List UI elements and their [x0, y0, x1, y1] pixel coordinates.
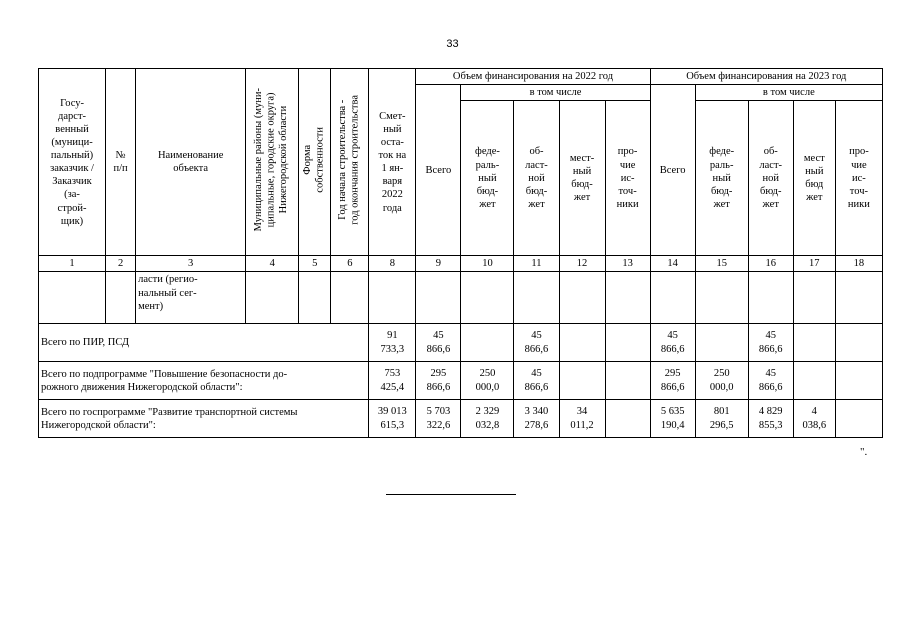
header-districts: Муниципальные районы (муни- ципальные, городские округа) Нижегородской области — [253, 88, 290, 232]
header-years-cell — [331, 69, 369, 256]
header-object-name: Наименование объекта — [136, 69, 246, 256]
cell-local-2022 — [559, 324, 605, 362]
cell-federal-2023: 250 000,0 — [695, 362, 748, 400]
header-number: № п/п — [106, 69, 136, 256]
cell-local-2023: 4 038,6 — [793, 400, 835, 438]
cell-regional-2022: 3 340 278,6 — [514, 400, 559, 438]
table-row — [39, 272, 883, 324]
cell-regional-2022: 45 866,6 — [514, 362, 559, 400]
header-other-2023: про- чие ис- точ- ники — [835, 101, 882, 256]
header-years: Год начала строительства - год окончания строительства — [337, 95, 361, 225]
header-local-2022: мест- ный бюд- жет — [559, 101, 605, 256]
column-number: 6 — [331, 256, 369, 272]
header-federal-2022: феде- раль- ный бюд- жет — [461, 101, 514, 256]
cell-federal-2022: 250 000,0 — [461, 362, 514, 400]
header-districts-cell — [246, 69, 299, 256]
header-ownership-cell — [299, 69, 331, 256]
cell-total-2023: 45 866,6 — [650, 324, 695, 362]
financing-table — [38, 68, 883, 438]
column-number: 18 — [835, 256, 882, 272]
column-number: 12 — [559, 256, 605, 272]
cell-total-2023: 5 635 190,4 — [650, 400, 695, 438]
cell-balance: 753 425,4 — [369, 362, 416, 400]
cell-other-2022 — [605, 400, 650, 438]
header-regional-2022: об- ласт- ной бюд- жет — [514, 101, 559, 256]
cell-other-2023 — [835, 324, 882, 362]
page-number: 33 — [446, 38, 459, 50]
header-ownership: Форма собственности — [302, 127, 326, 193]
column-number: 13 — [605, 256, 650, 272]
cell-local-2022: 34 011,2 — [559, 400, 605, 438]
column-number: 11 — [514, 256, 559, 272]
column-number: 9 — [416, 256, 461, 272]
cell-total-2022: 45 866,6 — [416, 324, 461, 362]
column-number: 5 — [299, 256, 331, 272]
column-number: 1 — [39, 256, 106, 272]
cell-federal-2022: 2 329 032,8 — [461, 400, 514, 438]
header-fin-2023: Объем финансирования на 2023 год — [650, 69, 882, 85]
cell-local-2023 — [793, 362, 835, 400]
cell-other-2023 — [835, 362, 882, 400]
cell-federal-2023 — [695, 324, 748, 362]
header-local-2023: мест ный бюд жет — [793, 101, 835, 256]
header-regional-2023: об- ласт- ной бюд- жет — [748, 101, 793, 256]
table-row — [39, 362, 883, 400]
header-other-2022: про- чие ис- точ- ники — [605, 101, 650, 256]
cell-balance: 91 733,3 — [369, 324, 416, 362]
cell-other-2023 — [835, 400, 882, 438]
cell-regional-2022: 45 866,6 — [514, 324, 559, 362]
column-number: 16 — [748, 256, 793, 272]
cell-balance: 39 013 615,3 — [369, 400, 416, 438]
header-total-2023: Всего — [650, 85, 695, 256]
cell-total-2022: 5 703 322,6 — [416, 400, 461, 438]
cell-federal-2023: 801 296,5 — [695, 400, 748, 438]
column-number: 15 — [695, 256, 748, 272]
cell-local-2022 — [559, 362, 605, 400]
header-fin-2022: Объем финансирования на 2022 год — [416, 69, 650, 85]
closing-quote-mark: ". — [860, 446, 868, 458]
header-balance: Смет- ный оста- ток на 1 ян- варя 2022 года — [369, 69, 416, 256]
column-number: 10 — [461, 256, 514, 272]
row-label-pir: Всего по ПИР, ПСД — [39, 324, 369, 362]
column-number: 17 — [793, 256, 835, 272]
cell-local-2023 — [793, 324, 835, 362]
cell-total-2023: 295 866,6 — [650, 362, 695, 400]
column-number: 2 — [106, 256, 136, 272]
cell-total-2022: 295 866,6 — [416, 362, 461, 400]
table-row — [39, 400, 883, 438]
column-number: 4 — [246, 256, 299, 272]
cell-regional-2023: 45 866,6 — [748, 324, 793, 362]
object-name-continuation: ласти (регио- нальный сег- мент) — [136, 272, 246, 324]
column-number-row — [39, 256, 883, 272]
header-incl-2023: в том числе — [695, 85, 882, 101]
table-row — [39, 324, 883, 362]
cell-federal-2022 — [461, 324, 514, 362]
header-total-2022: Всего — [416, 85, 461, 256]
header-incl-2022: в том числе — [461, 85, 650, 101]
cell-other-2022 — [605, 362, 650, 400]
row-label-program: Всего по госпрограмме "Развитие транспортной системы Нижегородской области": — [39, 400, 369, 438]
cell-other-2022 — [605, 324, 650, 362]
column-number: 14 — [650, 256, 695, 272]
cell-regional-2023: 45 866,6 — [748, 362, 793, 400]
column-number: 3 — [136, 256, 246, 272]
cell-regional-2023: 4 829 855,3 — [748, 400, 793, 438]
footnote-rule — [386, 494, 516, 495]
column-number: 8 — [369, 256, 416, 272]
header-customer: Госу- дарст- венный (муници- пальный) заказчик / Заказчик (за- строй- щик) — [39, 69, 106, 256]
header-federal-2023: феде- раль- ный бюд- жет — [695, 101, 748, 256]
row-label-subprogram: Всего по подпрограмме "Повышение безопасности до- рожного движения Нижегородской области": — [39, 362, 369, 400]
